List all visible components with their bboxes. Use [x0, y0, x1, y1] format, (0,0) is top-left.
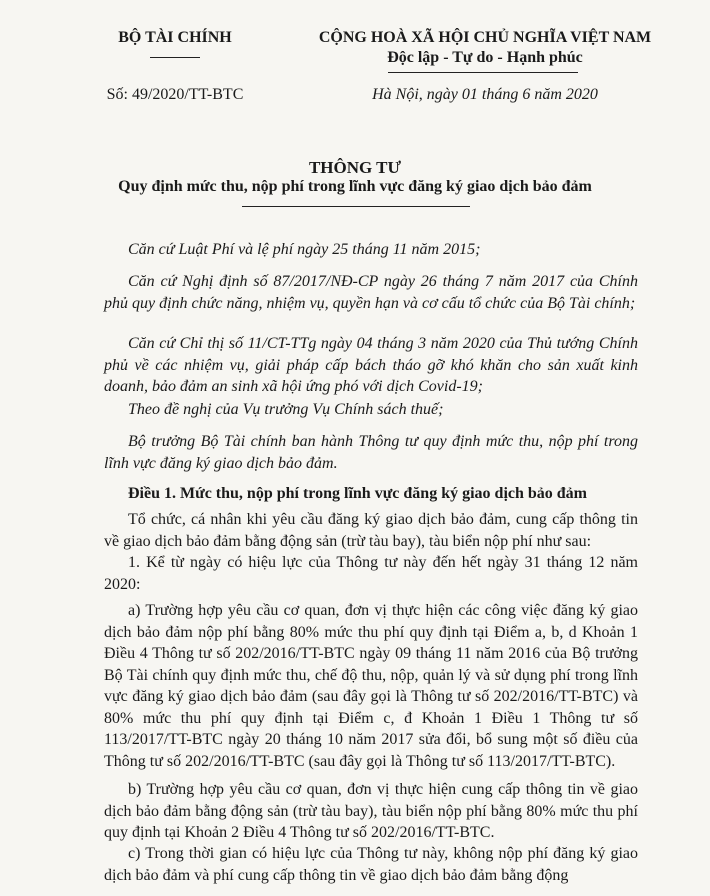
- place-date: Hà Nội, ngày 01 tháng 6 năm 2020: [372, 86, 598, 103]
- article-1-clause-1: 1. Kể từ ngày có hiệu lực của Thông tư này đến hết ngày 31 tháng 12 năm 2020:: [104, 554, 638, 593]
- preamble-4: Theo đề nghị của Vụ trưởng Vụ Chính sách thuế;: [128, 401, 444, 418]
- national-motto: Độc lập - Tự do - Hạnh phúc: [387, 49, 583, 66]
- document-number: Số: 49/2020/TT-BTC: [106, 86, 244, 103]
- ministry-name: BỘ TÀI CHÍNH: [118, 29, 232, 46]
- article-1-intro: Tổ chức, cá nhân khi yêu cầu đăng ký giao dịch bảo đảm, cung cấp thông tin về giao dịch bảo đảm bằng động sản (trừ tàu bay), tàu biển nộp phí như sau:: [104, 511, 638, 550]
- motto-underline: [388, 72, 578, 73]
- article-1-point-a: a) Trường hợp yêu cầu cơ quan, đơn vị thực hiện các công việc đăng ký giao dịch bảo đảm nộp phí bằng 80% mức thu phí quy định tại Điểm a, b, d Khoản 1 Điều 4 Thông tư số 202/2016/TT-BTC ngày 09 tháng 11 năm 2016 của Bộ trưởng Bộ Tài chính quy định mức thu, chế độ thu, nộp, quản lý và sử dụng phí trong lĩnh vực đăng ký giao dịch bảo đảm (sau đây gọi là Thông tư số 202/2016/TT-BTC) và 80% mức thu phí quy định tại Điểm c, đ Khoản 1 Điều 1 Thông tư số 113/2017/TT-BTC ngày 20 tháng 10 năm 2017 sửa đổi, bổ sung một số điều của Thông tư số 202/2016/TT-BTC (sau đây gọi là Thông tư số 113/2017/TT-BTC).: [104, 602, 638, 770]
- ministry-underline: [150, 57, 200, 58]
- preamble-3: Căn cứ Chỉ thị số 11/CT-TTg ngày 04 tháng 3 năm 2020 của Thủ tướng Chính phủ về các nhiệm vụ, giải pháp cấp bách tháo gỡ khó khăn cho sản xuất kinh doanh, bảo đảm an sinh xã hội ứng phó với dịch Covid-19;: [104, 335, 638, 395]
- article-1-point-b: b) Trường hợp yêu cầu cơ quan, đơn vị thực hiện cung cấp thông tin về giao dịch bảo đảm bằng động sản (trừ tàu bay), tàu biển nộp phí bằng 80% mức thu phí quy định tại Khoản 2 Điều 4 Thông tư số 202/2016/TT-BTC.: [104, 781, 638, 841]
- article-1-heading: Điều 1. Mức thu, nộp phí trong lĩnh vực đăng ký giao dịch bảo đảm: [128, 485, 588, 502]
- document-type: THÔNG TƯ: [308, 158, 402, 177]
- document-subject: Quy định mức thu, nộp phí trong lĩnh vực đăng ký giao dịch bảo đảm: [118, 178, 592, 195]
- title-underline: [242, 206, 470, 207]
- national-title: CỘNG HOÀ XÃ HỘI CHỦ NGHĨA VIỆT NAM: [318, 29, 652, 46]
- preamble-1: Căn cứ Luật Phí và lệ phí ngày 25 tháng 11 năm 2015;: [128, 241, 481, 258]
- preamble-2: Căn cứ Nghị định số 87/2017/NĐ-CP ngày 26 tháng 7 năm 2017 của Chính phủ quy định chức năng, nhiệm vụ, quyền hạn và cơ cấu tổ chức của Bộ Tài chính;: [104, 273, 638, 312]
- preamble-5: Bộ trưởng Bộ Tài chính ban hành Thông tư quy định mức thu, nộp phí trong lĩnh vực đăng ký giao dịch bảo đảm.: [104, 433, 638, 472]
- article-1-point-c: c) Trong thời gian có hiệu lực của Thông tư này, không nộp phí đăng ký giao dịch bảo đảm và phí cung cấp thông tin về giao dịch bảo đảm bằng động: [104, 845, 638, 884]
